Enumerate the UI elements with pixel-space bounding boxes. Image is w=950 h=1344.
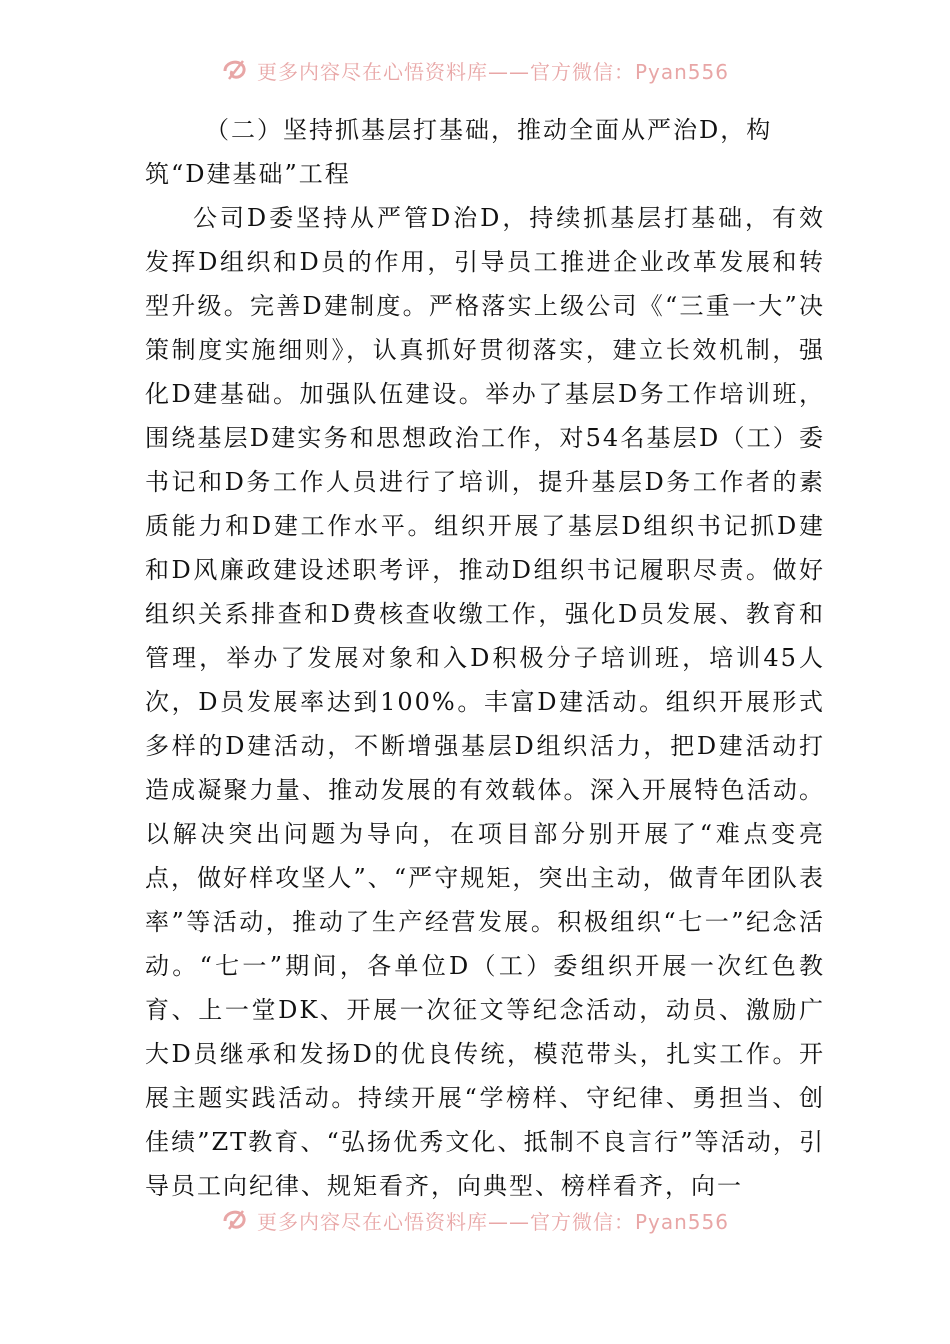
watermark-text: 更多内容尽在心悟资料库——官方微信：Pyan556 (256, 1209, 729, 1234)
brand-logo-icon (221, 1207, 251, 1233)
document-body (145, 108, 825, 1208)
footer-watermark (0, 1200, 950, 1240)
header-watermark (0, 50, 950, 90)
section-heading: （二）坚持抓基层打基础，推动全面从严治D，构筑“D建基础”工程 (145, 116, 773, 188)
brand-logo-icon (221, 57, 251, 83)
body-paragraph: 公司D委坚持从严管D治D，持续抓基层打基础，有效发挥D组织和D员的作用，引导员工推进企业改革发展和转型升级。完善D建制度。严格落实上级公司《“三重一大”决策制度实施细则》，认真抓好贯彻落实，建立长效机制，强化D建基础。加强队伍建设。举办了基层D务工作培训班，围绕基层D建实务和思想政治工作，对54名基层D（工）委书记和D务工作人员进行了培训，提升基层D务工作者的素质能力和D建工作水平。组织开展了基层D组织书记抓D建和D风廉政建设述职考评，推动D组织书记履职尽责。做好组织关系排查和D费核查收缴工作，强化D员发展、教育和管理，举办了发展对象和入D积极分子培训班，培训45人次，D员发展率达到100%。丰富D建活动。组织开展形式多样的D建活动，不断增强基层D组织活力，把D建活动打造成凝聚力量、推动发展的有效载体。深入开展特色活动。以解决突出问题为导向，在项目部分别开展了“难点变亮点，做好样攻坚人”、“严守规矩，突出主动，做青年团队表率”等活动，推动了生产经营发展。积极组织“七一”纪念活动。“七一”期间，各单位D（工）委组织开展一次红色教育、上一堂DK、开展一次征文等纪念活动，动员、激励广大D员继承和发扬D的优良传统，模范带头，扎实工作。开展主题实践活动。持续开展“学榜样、守纪律、勇担当、创佳绩”ZT教育、“弘扬优秀文化、抵制不良言行”等活动，引导员工向纪律、规矩看齐，向典型、榜样看齐，向一 (145, 204, 825, 1200)
watermark-text: 更多内容尽在心悟资料库——官方微信：Pyan556 (256, 59, 729, 84)
